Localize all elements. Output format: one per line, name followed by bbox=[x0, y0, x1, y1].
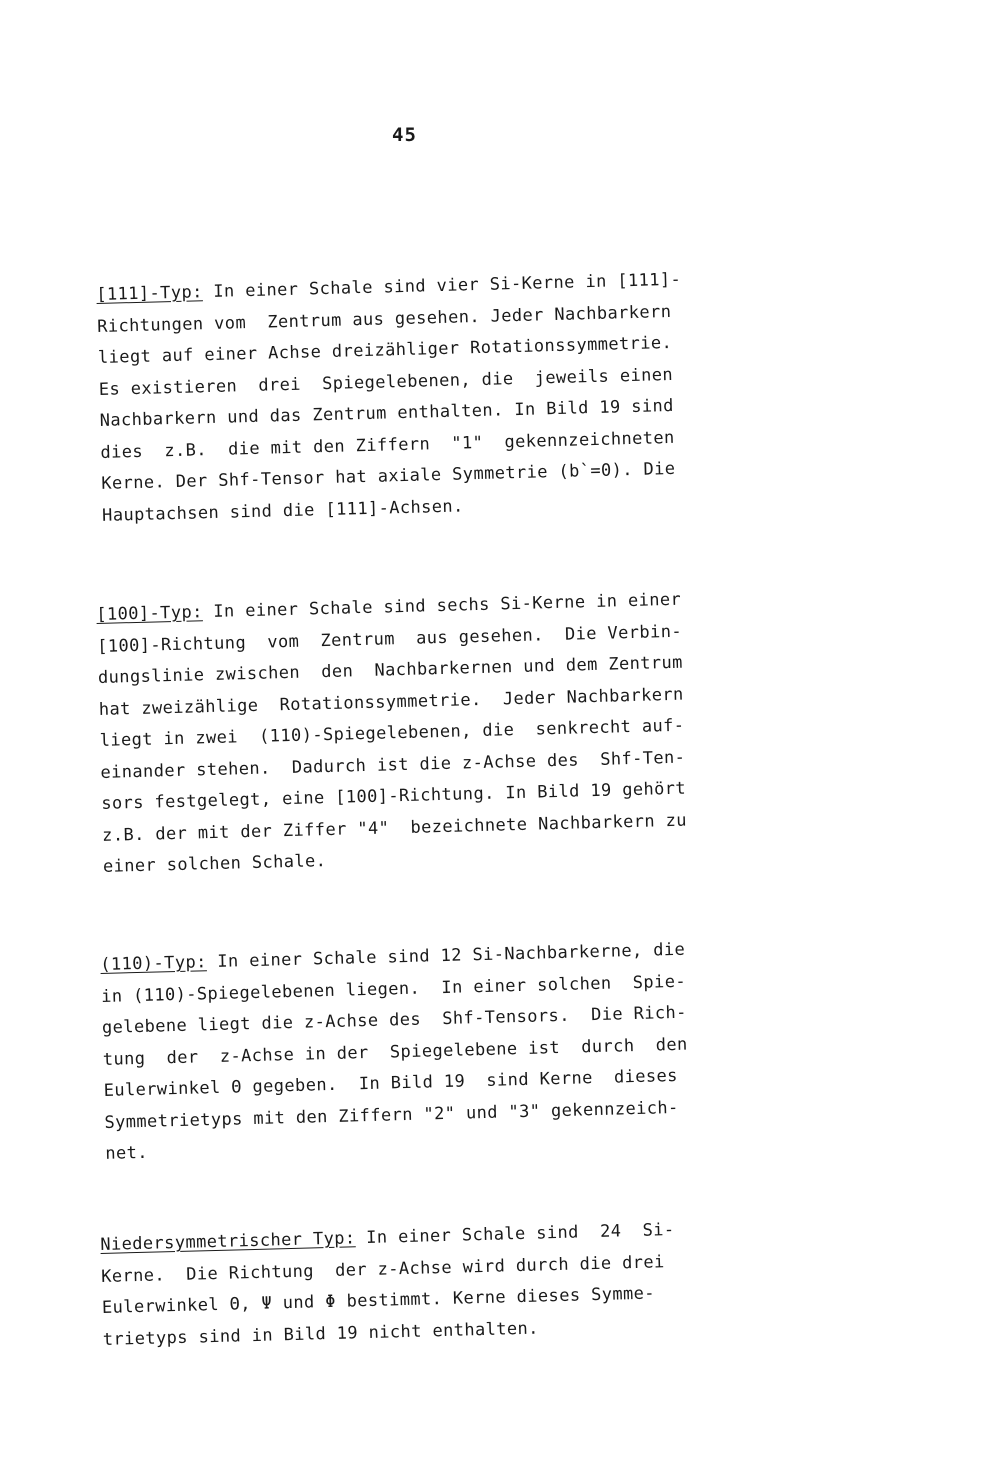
paragraph-line: liegt in zwei (110)-Spiegelebenen, die senkrecht auf- bbox=[99, 715, 685, 751]
paragraph-line: Richtungen vom Zentrum aus gesehen. Jeder Nachbarkern bbox=[96, 301, 672, 337]
paragraph-line: Symmetrietyps mit den Ziffern "2" und "3" gekennzeich- bbox=[104, 1097, 679, 1133]
paragraph-line: Kerne. Der Shf-Tensor hat axiale Symmetrie (b`=0). Die bbox=[101, 458, 676, 494]
paragraph-line: liegt auf einer Achse dreizähliger Rotationssymmetrie. bbox=[97, 332, 673, 368]
section-heading: [111]-Typ: bbox=[96, 282, 203, 305]
paragraph-line: in (110)-Spiegelebenen liegen. In einer solchen Spie- bbox=[100, 971, 687, 1007]
paragraph-line: dungslinie zwischen den Nachbarkernen und dem Zentrum bbox=[97, 652, 684, 688]
section-111-type bbox=[96, 262, 792, 532]
paragraph-line: [100]-Richtung vom Zentrum aus gesehen. Die Verbin- bbox=[96, 621, 683, 657]
paragraph-line: z.B. der mit der Ziffer "4" bezeichnete Nachbarkern zu bbox=[101, 810, 688, 846]
paragraph-line: Eulerwinkel Θ gegeben. In Bild 19 sind Kerne dieses bbox=[103, 1065, 679, 1101]
section-heading: [100]-Typ: bbox=[96, 602, 203, 625]
section-heading: (110)-Typ: bbox=[100, 952, 207, 975]
paragraph-line: [111]-Typ: In einer Schale sind vier Si-Kerne in [111]- bbox=[96, 269, 682, 305]
paragraph-line: trietyps sind in Bild 19 nicht enthalten. bbox=[102, 1318, 540, 1350]
section-110-type bbox=[100, 932, 796, 1170]
paragraph-line: Hauptachsen sind die [111]-Achsen. bbox=[101, 495, 464, 526]
paragraph-line: gelebene liegt die z-Achse des Shf-Tensors. Die Rich- bbox=[101, 1002, 688, 1038]
paragraph-line: tung der z-Achse in der Spiegelebene ist durch den bbox=[102, 1034, 688, 1070]
paragraph-line: Nachbarkern und das Zentrum enthalten. In Bild 19 sind bbox=[99, 395, 675, 431]
paragraph-line: Es existieren drei Spiegelebenen, die jeweils einen bbox=[98, 364, 674, 400]
paragraph-line: net. bbox=[105, 1142, 149, 1164]
paragraph-line: Eulerwinkel Θ, Ψ und Φ bestimmt. Kerne dieses Symme- bbox=[101, 1283, 656, 1318]
section-niedersymmetrisch-type bbox=[100, 1212, 793, 1356]
paragraph-line: Niedersymmetrischer Typ: In einer Schale sind 24 Si- bbox=[100, 1219, 675, 1255]
paragraph-line: einander stehen. Dadurch ist die z-Achse des Shf-Ten- bbox=[100, 747, 686, 783]
page-number: 45 bbox=[392, 124, 417, 146]
paragraph-line: [100]-Typ: In einer Schale sind sechs Si-Kerne in einer bbox=[96, 589, 682, 625]
paragraph-line: Kerne. Die Richtung der z-Achse wird durch die drei bbox=[100, 1251, 665, 1287]
paragraph-line: sors festgelegt, eine [100]-Richtung. In Bild 19 gehört bbox=[101, 778, 687, 814]
paragraph-line: hat zweizählige Rotationssymmetrie. Jeder Nachbarkern bbox=[98, 684, 684, 720]
section-100-type bbox=[96, 582, 793, 883]
section-heading: Niedersymmetrischer Typ: bbox=[100, 1228, 356, 1255]
paragraph-line: einer solchen Schale. bbox=[102, 851, 327, 877]
paragraph-line: (110)-Typ: In einer Schale sind 12 Si-Nachbarkerne, die bbox=[100, 939, 686, 975]
paragraph-line: dies z.B. die mit den Ziffern "1" gekennzeichneten bbox=[100, 427, 675, 463]
